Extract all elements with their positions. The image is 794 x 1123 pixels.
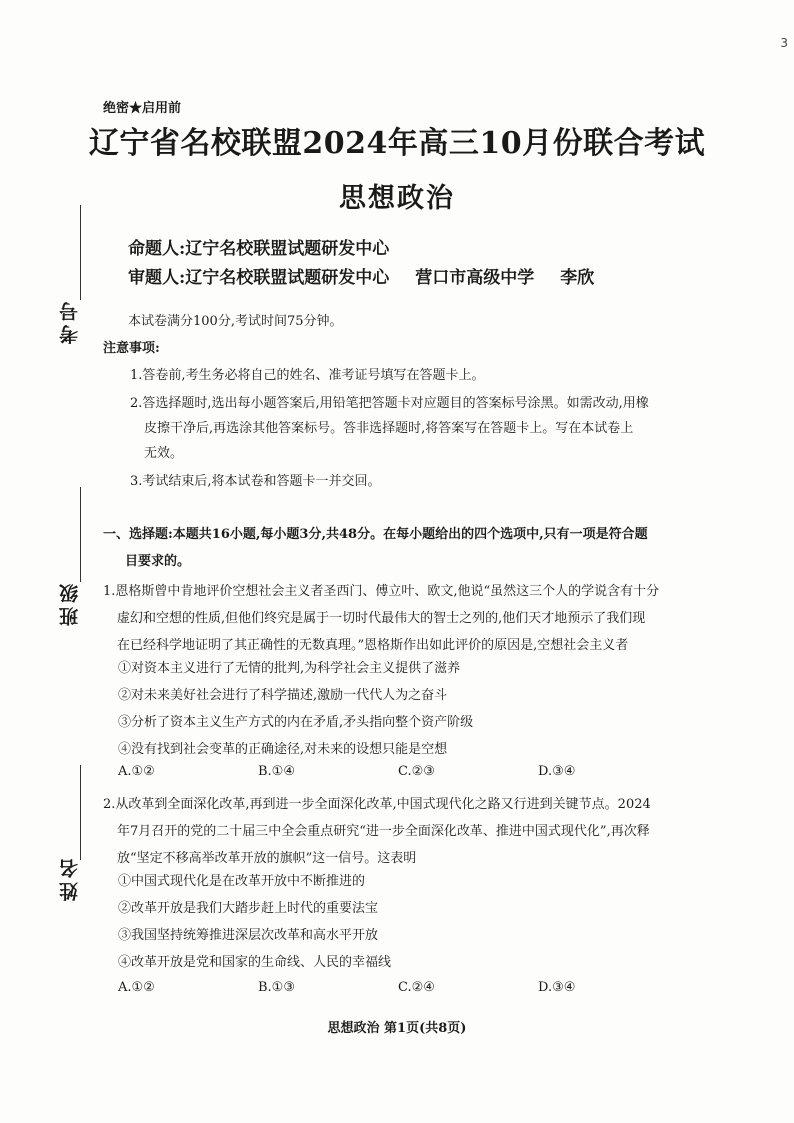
question-2-choice-c: C.②④ <box>398 980 435 995</box>
question-2-option-3: ③我国坚持统筹推进深层次改革和高水平开放 <box>118 928 379 943</box>
question-2-choice-b: B.①③ <box>258 980 295 995</box>
notice-item-2 <box>130 391 715 466</box>
question-1-stem-line-1: 1.恩格斯曾中肯地评价空想社会主义者圣西门、傅立叶、欧文,他说“虽然这三个人的学说含有十分 <box>103 584 660 599</box>
question-2-stem <box>103 791 715 872</box>
name-label: 姓名 <box>59 855 81 901</box>
question-1-stem-line-2: 虚幻和空想的性质,但他们终究是属于一切时代最伟大的智士之列的,他们天才地预示了我们现 <box>117 611 646 626</box>
question-1-choices <box>118 764 678 779</box>
question-2-choice-a: A.①② <box>118 980 155 995</box>
question-2-option-2: ②改革开放是我们大踏步赶上时代的重要法宝 <box>118 901 379 916</box>
exam-title: 辽宁省名校联盟2024年高三10月份联合考试 <box>88 126 706 161</box>
question-1-choice-a: A.①② <box>118 764 155 779</box>
section-heading-line-1: 一、选择题:本题共16小题,每小题3分,共48分。在每小题给出的四个选项中,只有一项是符合题 <box>103 527 648 542</box>
exam-no-line <box>80 205 81 300</box>
reviewer-line <box>128 263 620 288</box>
reviewer-label: 审题人:辽宁名校联盟试题研发中心 <box>128 268 390 288</box>
question-1-stem-line-3: 在已经科学地证明了其正确性的无数真理。”恩格斯作出如此评价的原因是,空想社会主义者 <box>117 638 629 653</box>
notice-title: 注意事项: <box>103 341 160 356</box>
notice-item-3: 3.考试结束后,将本试卷和答题卡一并交回。 <box>130 474 381 489</box>
question-2-stem-line-2: 年7月召开的党的二十届三中全会重点研究“进一步全面深化改革、推进中国式现代化”,再次释 <box>117 824 650 839</box>
question-2-stem-line-3: 放“坚定不移高举改革开放的旗帜”这一信号。这表明 <box>117 851 417 866</box>
exam-no-label: 考号 <box>59 298 81 344</box>
secret-notice: 绝密★启用前 <box>103 101 182 116</box>
question-1-option-1: ①对资本主义进行了无情的批判,为科学社会主义提供了滋养 <box>118 661 461 676</box>
subject-title: 思想政治 <box>339 183 455 214</box>
name-line <box>80 765 81 860</box>
question-2-choices <box>118 980 678 995</box>
question-1-choice-c: C.②③ <box>398 764 435 779</box>
question-2-choice-d: D.③④ <box>538 980 576 995</box>
question-1-choice-d: D.③④ <box>538 764 576 779</box>
question-2-option-4: ④改革开放是党和国家的生命线、人民的幸福线 <box>118 955 392 970</box>
score-info: 本试卷满分100分,考试时间75分钟。 <box>128 314 343 329</box>
question-1-choice-b: B.①④ <box>258 764 295 779</box>
notice-item-1: 1.答卷前,考生务必将自己的姓名、准考证号填写在答题卡上。 <box>130 368 485 383</box>
question-1-stem <box>103 578 715 659</box>
question-2-stem-line-1: 2.从改革到全面深化改革,再到进一步全面深化改革,中国式现代化之路又行进到关键节点。2024 <box>103 797 651 812</box>
page-corner-mark: 3 <box>780 36 788 50</box>
question-1-option-3: ③分析了资本主义生产方式的内在矛盾,矛头指向整个资产阶级 <box>118 715 474 730</box>
section-heading <box>103 521 713 575</box>
notice-item-2-line-1: 2.答选择题时,选出每小题答案后,用铅笔把答题卡对应题目的答案标号涂黑。如需改动,用橡 <box>130 396 649 411</box>
notice-item-2-line-2: 皮擦干净后,再选涂其他答案标号。答非选择题时,将答案写在答题卡上。写在本试卷上 <box>144 421 634 436</box>
section-heading-line-2: 目要求的。 <box>125 554 191 569</box>
class-label: 班级 <box>59 580 81 626</box>
question-1-option-4: ④没有找到社会变革的正确途径,对未来的设想只能是空想 <box>118 742 448 757</box>
reviewer-school: 营口市高级中学 <box>415 268 535 288</box>
question-1-option-2: ②对未来美好社会进行了科学描述,激励一代代人为之奋斗 <box>118 688 448 703</box>
class-line <box>80 487 81 582</box>
setter-line: 命题人:辽宁名校联盟试题研发中心 <box>128 239 390 259</box>
notice-item-2-line-3: 无效。 <box>144 446 184 461</box>
question-2-option-1: ①中国式现代化是在改革开放中不断推进的 <box>118 874 366 889</box>
reviewer-name: 李欣 <box>560 268 595 288</box>
page-footer: 思想政治 第1页(共8页) <box>327 1021 467 1036</box>
